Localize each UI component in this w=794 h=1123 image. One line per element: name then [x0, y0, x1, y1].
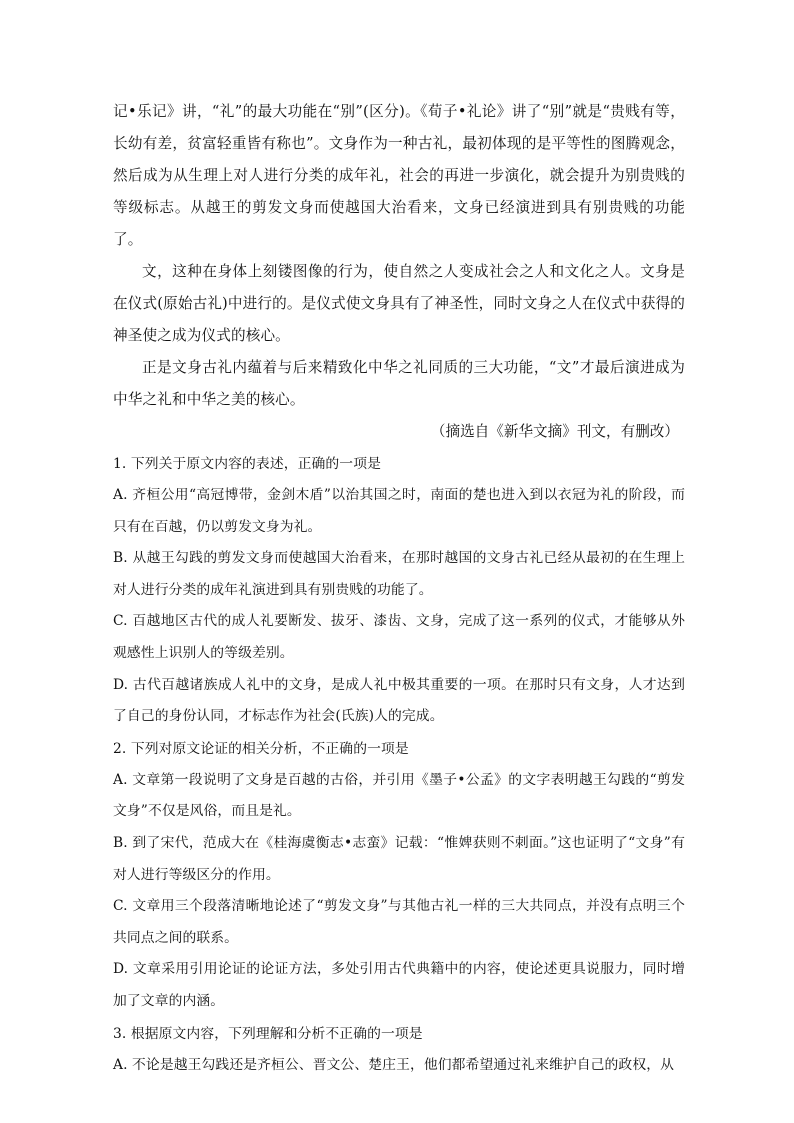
document-page: [113, 96, 685, 1081]
option-c: C. 文章用三个段落清晰地论述了“剪发文身”与其他古礼一样的三大共同点，并没有点明三个共同点之间的联系。: [113, 898, 685, 946]
option-b: B. 从越王勾践的剪发文身而使越国大治看来，在那时越国的文身古礼已经从最初的在生理上对人进行分类的成年礼演进到具有别贵贱的功能了。: [113, 550, 685, 598]
question-stem: 3. 根据原文内容，下列理解和分析不正确的一项是: [113, 1025, 423, 1042]
option-c: C. 百越地区古代的成人礼要断发、拔牙、漆齿、文身，完成了这一系列的仪式，才能够从外观感性上识别人的等级差别。: [113, 613, 685, 661]
option-a: A. 不论是越王勾践还是齐桓公、晋文公、楚庄王，他们都希望通过礼来维护自己的政权，从: [113, 1056, 675, 1073]
passage-paragraph-2: 文，这种在身体上刻镂图像的行为，使自然之人变成社会之人和文化之人。文身是在仪式(原始古礼)中进行的。是仪式使文身具有了神圣性，同时文身之人在仪式中获得的神圣使之成为仪式的核心。: [113, 263, 685, 344]
source-citation: （摘选自《新华文摘》刊文，有删改）: [430, 423, 679, 440]
option-a: A. 文章第一段说明了文身是百越的古俗，并引用《墨子•公孟》的文字表明越王勾践的“剪发文身”不仅是风俗，而且是礼。: [113, 771, 685, 820]
question-3: [113, 1018, 685, 1082]
question-2: [113, 733, 685, 1018]
option-b: B. 到了宋代，范成大在《桂海虞衡志•志蛮》记载：“惟婢获则不刺面。”这也证明了“文身”有对人进行等级区分的作用。: [113, 834, 685, 883]
question-stem: 2. 下列对原文论证的相关分析，不正确的一项是: [113, 740, 409, 757]
option-d: D. 古代百越诸族成人礼中的文身，是成人礼中极其重要的一项。在那时只有文身，人才达到了自己的身份认同，才标志作为社会(氏族)人的完成。: [113, 676, 685, 725]
passage-paragraph-1: 记•乐记》讲，“礼”的最大功能在“别”(区分)。《荀子•礼论》讲了“别”就是“贵贱有等，长幼有差，贫富轻重皆有称也”。文身作为一种古礼，最初体现的是平等性的图腾观念，然后成为从生理上对人进行分类的成年礼，社会的再进一步演化，就会提升为别贵贱的等级标志。从越王的剪发文身而使越国大治看来，文身已经演进到具有别贵贱的功能了。: [113, 103, 685, 248]
passage-paragraph-3: 正是文身古礼内蕴着与后来精致化中华之礼同质的三大功能，“文”才最后演进成为中华之礼和中华之美的核心。: [113, 359, 685, 408]
question-stem: 1. 下列关于原文内容的表述，正确的一项是: [113, 456, 381, 472]
question-1: [113, 448, 685, 733]
option-d: D. 文章采用引用论证的论证方法，多处引用古代典籍中的内容，使论述更具说服力，同时增加了文章的内涵。: [113, 961, 685, 1009]
option-a: A. 齐桓公用“高冠博带，金剑木盾”以治其国之时，南面的楚也进入到以衣冠为礼的阶段，而只有在百越，仍以剪发文身为礼。: [113, 487, 685, 535]
